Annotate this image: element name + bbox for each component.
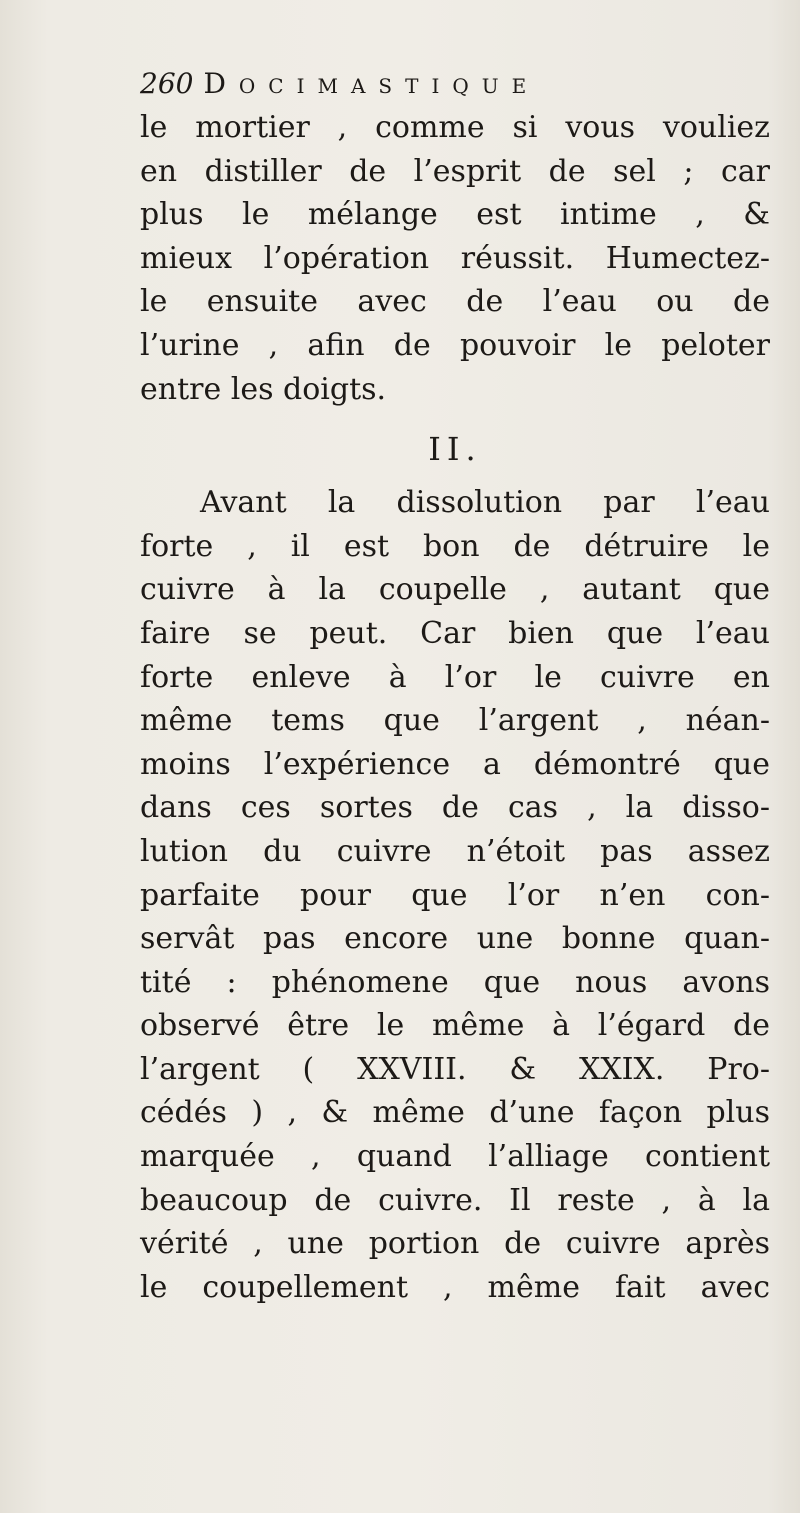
text-line: forte , il est bon de détruire le (140, 528, 770, 564)
text-line: cédés ) , & même d’une façon plus (140, 1095, 770, 1131)
text-line: parfaite pour que l’or n’en con- (140, 877, 770, 913)
paragraph-2 (140, 481, 770, 1309)
text-line: beaucoup de cuivre. Il reste , à la (140, 1182, 770, 1218)
text-line: servât pas encore une bonne quan- (140, 921, 770, 957)
page-text-block (140, 62, 770, 1309)
text-line: l’argent ( XXVIII. & XXIX. Pro- (140, 1051, 770, 1087)
text-line: forte enleve à l’or le cuivre en (140, 659, 770, 695)
text-line: lution du cuivre n’étoit pas assez (140, 833, 770, 869)
text-line: le ensuite avec de l’eau ou de (140, 284, 770, 320)
text-line: en distiller de l’esprit de sel ; car (140, 153, 770, 189)
text-line: faire se peut. Car bien que l’eau (140, 615, 770, 651)
running-head (140, 62, 770, 106)
text-line: tité : phénomene que nous avons (140, 964, 770, 1000)
paragraph-1 (140, 106, 770, 411)
text-line: observé être le même à l’égard de (140, 1008, 770, 1044)
text-line: entre les doigts. (140, 371, 387, 407)
text-line: même tems que l’argent , néan- (140, 703, 770, 739)
text-line: marquée , quand l’alliage contient (140, 1139, 770, 1175)
text-line: cuivre à la coupelle , autant que (140, 572, 770, 608)
text-line: le mortier , comme si vous vouliez (140, 110, 770, 145)
section-number: II. (428, 430, 482, 469)
text-line: plus le mélange est intime , & (140, 197, 770, 233)
text-line: vérité , une portion de cuivre après (140, 1226, 770, 1262)
text-line: le coupellement , même fait avec (140, 1269, 770, 1305)
text-line: dans ces sortes de cas , la disso- (140, 790, 770, 826)
text-line: l’urine , afin de pouvoir le peloter (140, 327, 770, 363)
text-line: Avant la dissolution par l’eau (200, 485, 770, 521)
running-title: Docimastique (203, 67, 540, 100)
text-line: moins l’expérience a démontré que (140, 746, 770, 782)
text-line: mieux l’opération réussit. Humectez- (140, 240, 770, 276)
page-number: 260 (140, 67, 194, 100)
